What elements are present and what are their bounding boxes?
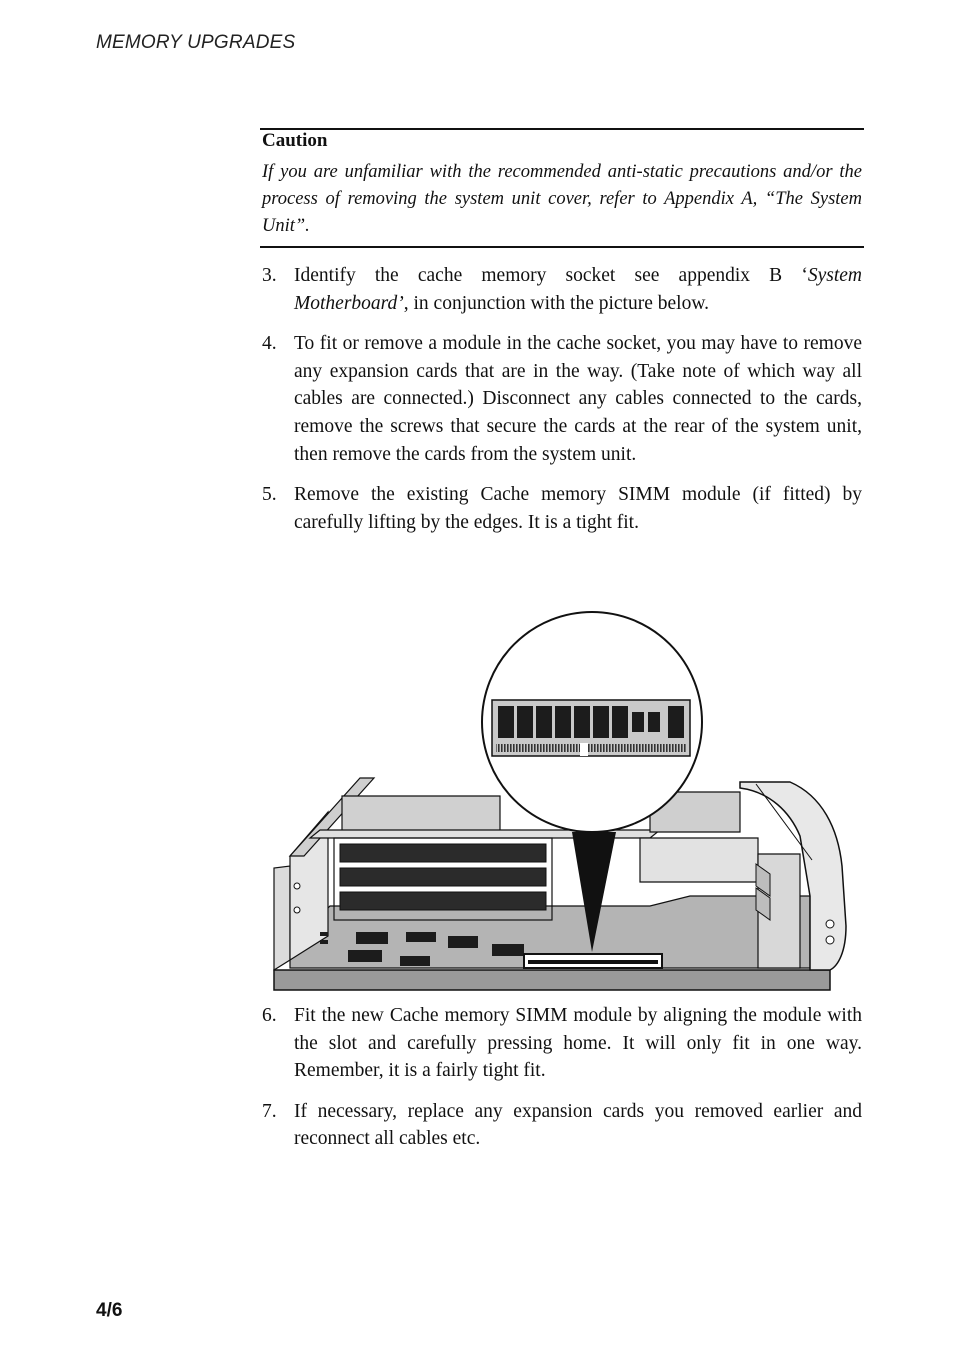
step-number: 4. <box>262 333 277 355</box>
power-supply <box>640 838 758 882</box>
simm-chip <box>612 706 628 738</box>
chip <box>356 932 388 944</box>
chip <box>492 944 524 956</box>
drive-bay-left <box>342 796 500 832</box>
step-text: If necessary, replace any expansion cards you removed earlier and reconnect all cables etc. <box>294 1100 862 1150</box>
bracket-screw <box>294 883 300 889</box>
caution-title: Caution <box>262 130 328 151</box>
simm-chip <box>648 712 660 732</box>
simm-chip <box>668 706 684 738</box>
simm-chip <box>574 706 590 738</box>
chip <box>348 950 382 962</box>
simm-contacts <box>496 744 686 752</box>
chassis-base <box>274 970 830 990</box>
simm-chip <box>555 706 571 738</box>
chip <box>320 932 328 936</box>
expansion-card <box>340 892 546 910</box>
simm-chip <box>498 706 514 738</box>
simm-chip <box>517 706 533 738</box>
bezel-button <box>826 936 834 944</box>
step-7 <box>260 1098 862 1153</box>
step-text-after: , in conjunction with the picture below. <box>403 292 710 314</box>
page-number: 4/6 <box>96 1300 123 1321</box>
caution-box <box>260 128 864 248</box>
step-number: 7. <box>262 1100 277 1122</box>
step-6 <box>260 1002 862 1085</box>
expansion-card <box>340 868 546 886</box>
simm-chip <box>593 706 609 738</box>
step-4 <box>260 330 862 468</box>
simm-notch <box>580 743 588 756</box>
step-5 <box>260 481 862 536</box>
chip <box>406 932 436 942</box>
caution-text: If you are unfamiliar with the recommended anti-static precautions and/or the process of removing the system unit cover, refer to Appendix A, “The System Unit”. <box>262 162 862 236</box>
steps-list-lower <box>260 1002 862 1166</box>
step-number: 6. <box>262 1005 277 1026</box>
step-text: Fit the new Cache memory SIMM module by aligning the module with the slot and carefully pressing home. It will only fit in one way. Remember, it is a fairly tight fit. <box>294 1005 862 1082</box>
step-text-italic: System Motherboard’ <box>294 265 862 314</box>
chip <box>448 936 478 948</box>
running-head: MEMORY UPGRADES <box>96 32 296 53</box>
bezel-button <box>826 920 834 928</box>
step-text: Identify the cache memory socket see appendix B ‘ <box>294 265 808 286</box>
step-3 <box>260 262 862 317</box>
bracket-screw <box>294 907 300 913</box>
socket-slot <box>528 960 658 964</box>
step-text: Remove the existing Cache memory SIMM module (if fitted) by carefully lifting by the edges. It is a tight fit. <box>294 484 862 533</box>
expansion-card <box>340 844 546 862</box>
simm-chip <box>632 712 644 732</box>
chip <box>320 940 328 944</box>
simm-chip <box>536 706 552 738</box>
step-text: To fit or remove a module in the cache socket, you may have to remove any expansion cards that are in the way. (Take note of which way all cables are connected.) Disconnect any cables connected to the cards, remove the screws that secure the cards at the rear of the system unit, then remove the cards from the system unit. <box>294 333 862 465</box>
step-number: 3. <box>262 265 277 286</box>
step-number: 5. <box>262 484 277 506</box>
chassis-left-wall <box>274 866 290 970</box>
chip <box>400 956 430 966</box>
steps-list-upper <box>260 262 862 549</box>
system-unit-illustration <box>270 606 850 996</box>
